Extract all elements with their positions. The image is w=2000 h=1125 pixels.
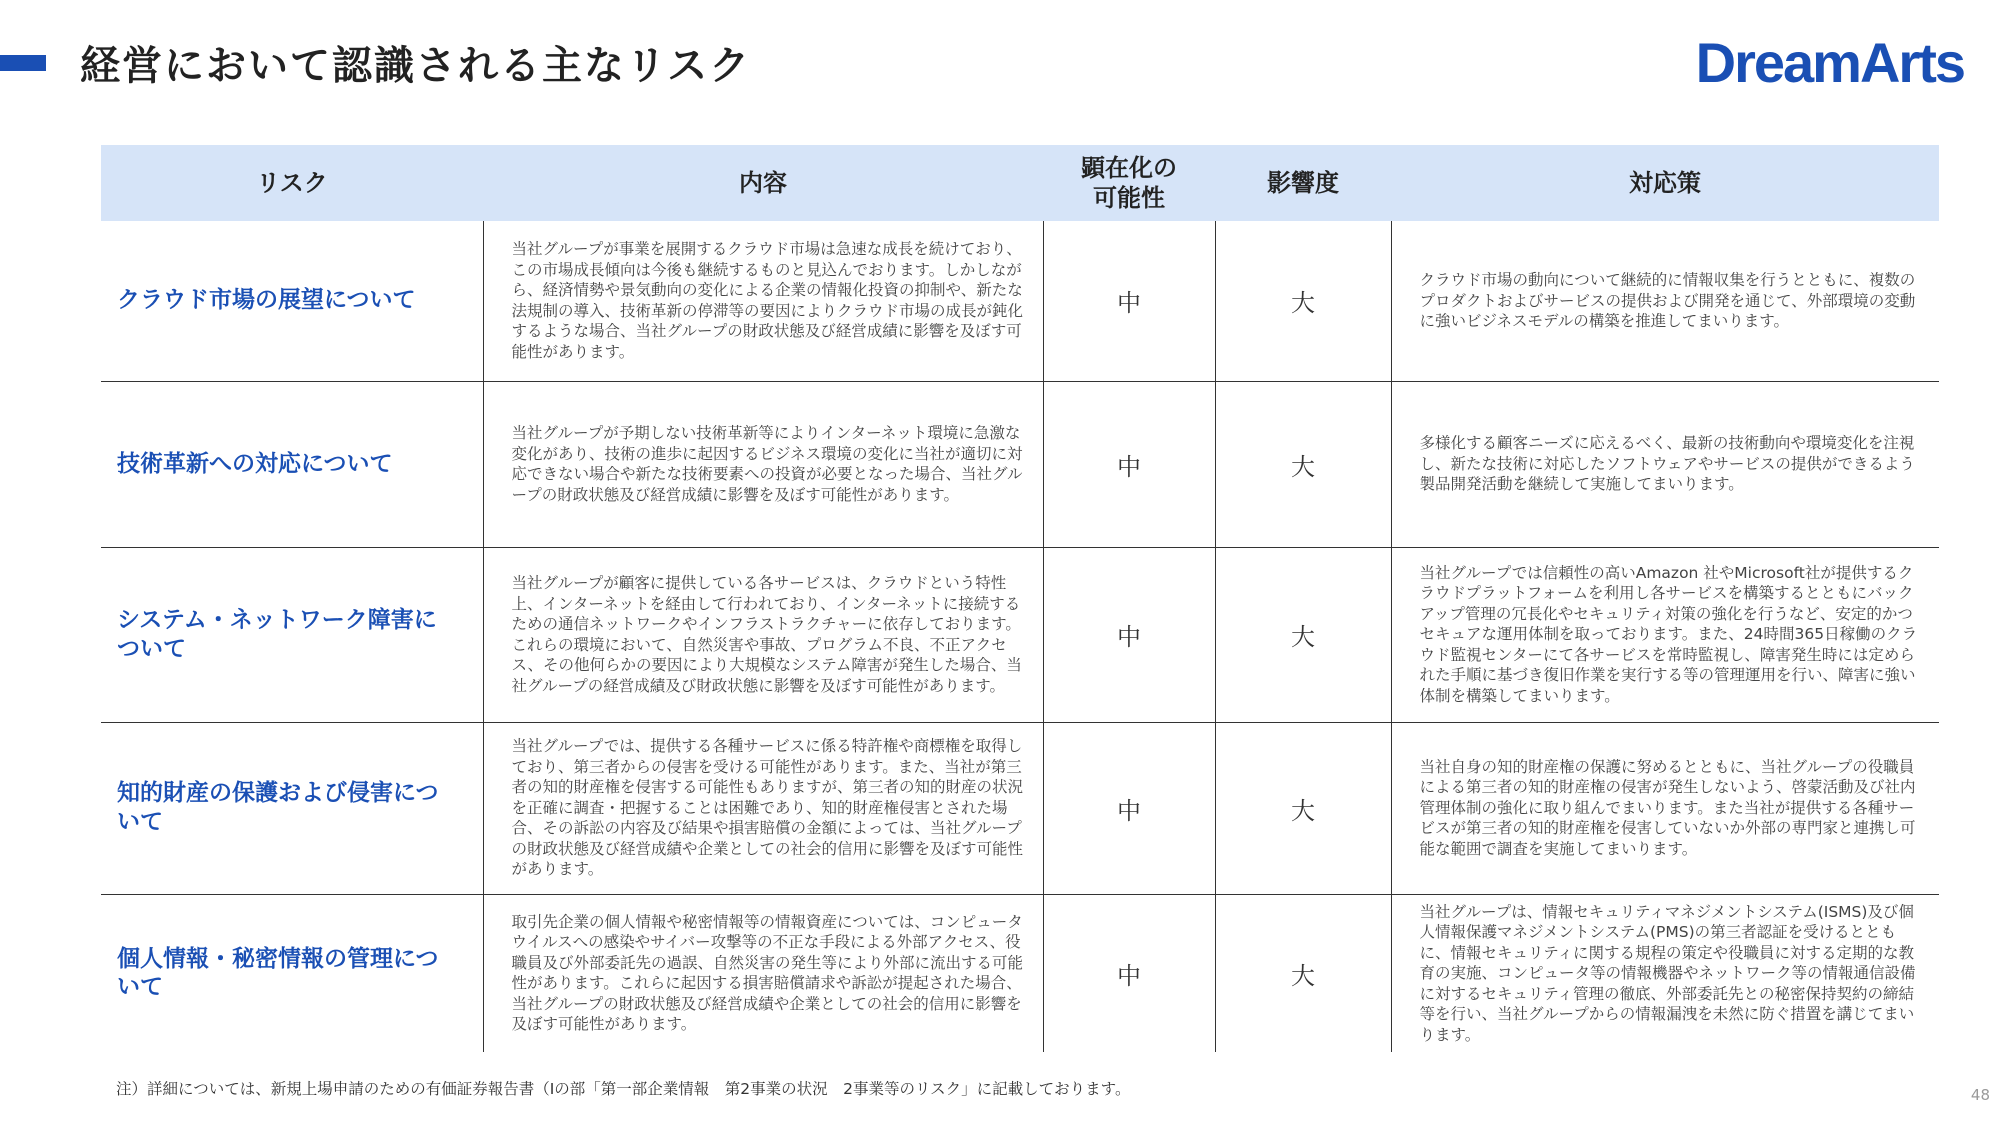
risk-content: 取引先企業の個人情報や秘密情報等の情報資産については、コンピュータウイルスへの感染やサイバー攻撃等の不正な手段による外部アクセス、役職員及び外部委託先の過誤、自然災害の発生等により外部に流出する可能性があります。これらに起因する損害賠償請求や訴訟が提起された場合、当社グループの財政状態及び経営成績や企業としての社会的信用に影響を及ぼす可能性があります。 [483, 894, 1043, 1052]
likelihood-value: 中 [1043, 221, 1215, 381]
risk-content: 当社グループが予期しない技術革新等によりインターネット環境に急激な変化があり、技術の進歩に起因するビジネス環境の変化に当社が適切に対応できない場合や新たな技術要素への投資が必要となった場合、当社グループの財政状態及び経営成績に影響を及ぼす可能性があります。 [483, 381, 1043, 547]
risk-measures: 当社グループは、情報セキュリティマネジメントシステム(ISMS)及び個人情報保護マネジメントシステム(PMS)の第三者認証を受けるとともに、情報セキュリティに関する規程の策定や役職員に対する定期的な教育の実施、コンピュータ等の情報機器やネットワーク等の情報通信設備に対するセキュリティ管理の徹底、外部委託先との秘密保持契約の締結等を行い、当社グループからの情報漏洩を未然に防ぐ措置を講じてまいります。 [1391, 894, 1939, 1052]
risk-name: 個人情報・秘密情報の管理について [101, 894, 483, 1052]
table-row [101, 381, 1939, 547]
header-impact: 影響度 [1215, 145, 1391, 221]
likelihood-value: 中 [1043, 894, 1215, 1052]
impact-value: 大 [1215, 894, 1391, 1052]
impact-value: 大 [1215, 722, 1391, 894]
impact-value: 大 [1215, 221, 1391, 381]
risk-content: 当社グループが顧客に提供している各サービスは、クラウドという特性上、インターネットを経由して行われており、インターネットに接続するための通信ネットワークやインフラストラクチャーに依存しております。これらの環境において、自然災害や事故、プログラム不良、不正アクセス、その他何らかの要因により大規模なシステム障害が発生した場合、当社グループの経営成績及び財政状態に影響を及ぼす可能性があります。 [483, 547, 1043, 722]
header-risk: リスク [101, 145, 483, 221]
table-row [101, 221, 1939, 381]
title-accent-bar [0, 55, 46, 71]
risk-name: システム・ネットワーク障害について [101, 547, 483, 722]
risk-content: 当社グループが事業を展開するクラウド市場は急速な成長を続けており、この市場成長傾向は今後も継続するものと見込んでおります。しかしながら、経済情勢や景気動向の変化による企業の情報化投資の抑制や、新たな法規制の導入、技術革新の停滞等の要因によりクラウド市場の成長が鈍化するような場合、当社グループの財政状態及び経営成績に影響を及ぼす可能性があります。 [483, 221, 1043, 381]
company-logo: DreamArts [1695, 31, 1964, 94]
likelihood-value: 中 [1043, 381, 1215, 547]
likelihood-value: 中 [1043, 547, 1215, 722]
impact-value: 大 [1215, 547, 1391, 722]
risk-table [101, 145, 1939, 1052]
header-likelihood [1043, 145, 1215, 221]
page-title: 経営において認識される主なリスク [80, 43, 752, 89]
header-measures: 対応策 [1391, 145, 1939, 221]
risk-measures: 多様化する顧客ニーズに応えるべく、最新の技術動向や環境変化を注視し、新たな技術に対応したソフトウェアやサービスの提供ができるよう製品開発活動を継続して実施してまいります。 [1391, 381, 1939, 547]
table-row [101, 547, 1939, 722]
header-content: 内容 [483, 145, 1043, 221]
likelihood-value: 中 [1043, 722, 1215, 894]
risk-name: 知的財産の保護および侵害について [101, 722, 483, 894]
header-likelihood-line1: 顕在化の [1081, 154, 1177, 182]
page-number: 48 [1970, 1086, 1990, 1104]
risk-name: 技術革新への対応について [101, 381, 483, 547]
risk-name: クラウド市場の展望について [117, 287, 416, 314]
table-header-row [101, 145, 1939, 221]
impact-value: 大 [1215, 381, 1391, 547]
risk-measures: クラウド市場の動向について継続的に情報収集を行うとともに、複数のプロダクトおよびサービスの提供および開発を通じて、外部環境の変動に強いビジネスモデルの構築を推進してまいります。 [1391, 221, 1939, 381]
footnote: 注）詳細については、新規上場申請のための有価証券報告書（Ⅰの部「第一部企業情報 第2事業の状況 2事業等のリスク」に記載しております。 [116, 1080, 1131, 1098]
table-row [101, 894, 1939, 1052]
risk-content: 当社グループでは、提供する各種サービスに係る特許権や商標権を取得しており、第三者からの侵害を受ける可能性があります。また、当社が第三者の知的財産権を侵害する可能性もありますが、第三者の知的財産の状況を正確に調査・把握することは困難であり、知的財産権侵害とされた場合、その訴訟の内容及び結果や損害賠償の金額によっては、当社グループの財政状態及び経営成績や企業としての社会的信用に影響を及ぼす可能性があります。 [483, 722, 1043, 894]
table-row [101, 722, 1939, 894]
risk-measures: 当社グループでは信頼性の高いAmazon 社やMicrosoft社が提供するクラウドプラットフォームを利用し各サービスを構築するとともにバックアップ管理の冗長化やセキュリティ対策の強化を行うなど、安定的かつセキュアな運用体制を取っております。また、24時間365日稼働のクラウド監視センターにて各サービスを常時監視し、障害発生時には定められた手順に基づき復旧作業を実行する等の管理運用を行い、障害に強い体制を構築してまいります。 [1391, 547, 1939, 722]
header-likelihood-line2: 可能性 [1093, 184, 1165, 212]
risk-measures: 当社自身の知的財産権の保護に努めるとともに、当社グループの役職員による第三者の知的財産権の侵害が発生しないよう、啓蒙活動及び社内管理体制の強化に取り組んでまいります。また当社が提供する各種サービスが第三者の知的財産権を侵害していないか外部の専門家と連携し可能な範囲で調査を実施してまいります。 [1391, 722, 1939, 894]
